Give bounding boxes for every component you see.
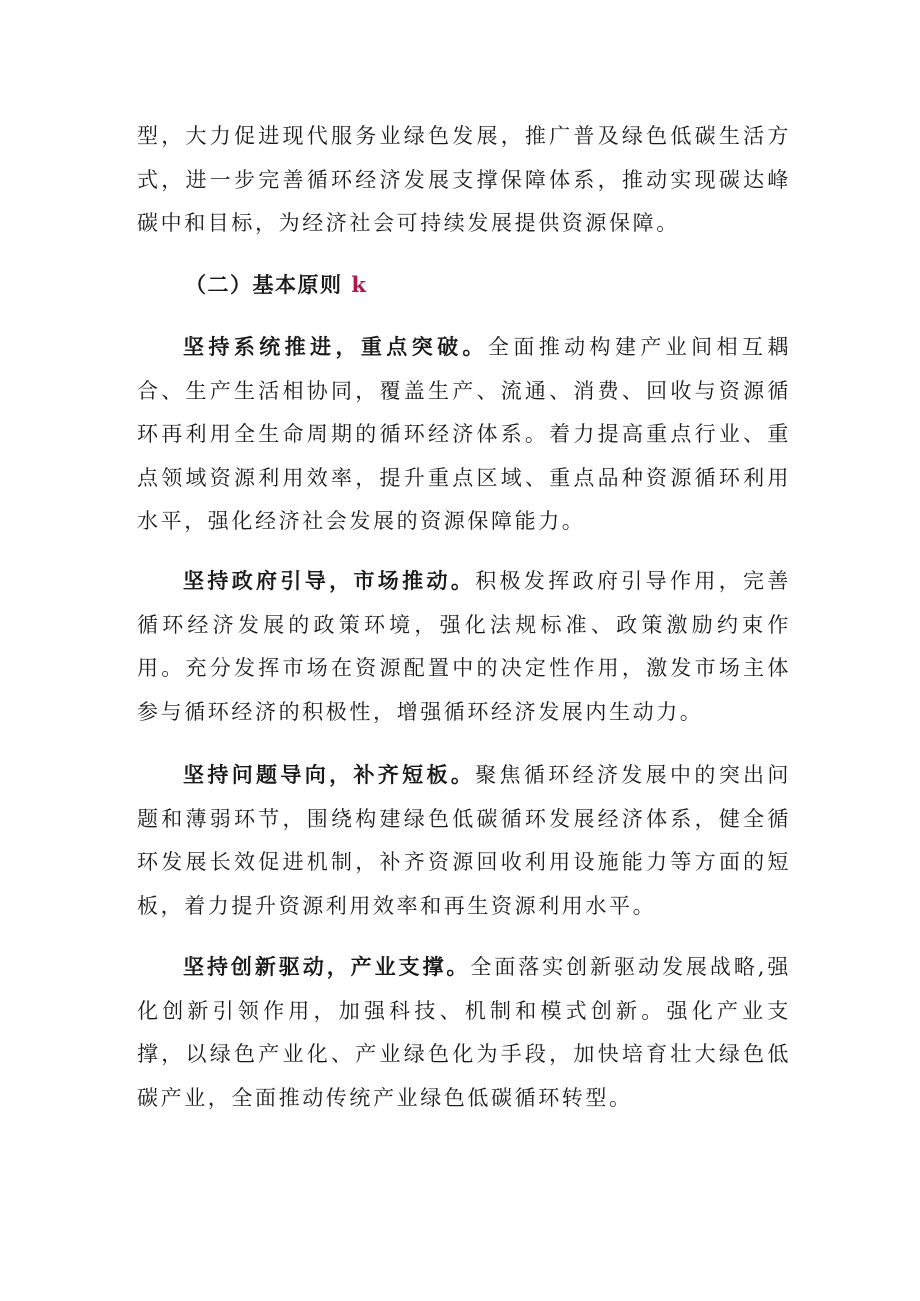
principle-lead-3: 坚持问题导向，补齐短板。 (183, 763, 476, 787)
principle-lead-1: 坚持系统推进，重点突破。 (183, 335, 488, 359)
principle-body-1: 全面推动构建产业间相互耦合、生产生活相协同，覆盖生产、流通、消费、回收与资源循环再利用全生命周期的循环经济体系。着力提高重点行业、重点领域资源利用效率，提升重点区域、重点品种资源循环利用水平，强化经济社会发展的资源保障能力。 (137, 335, 791, 533)
principle-lead-2: 坚持政府引导，市场推动。 (183, 569, 476, 593)
principle-body-4: 全面落实创新驱动发展战略,强化创新引领作用，加强科技、机制和模式创新。强化产业支撑，以绿色产业化、产业绿色化为手段，加快培育壮大绿色低碳产业，全面推动传统产业绿色低碳循环转型。 (137, 955, 791, 1110)
principle-lead-4: 坚持创新驱动，产业支撑。 (183, 955, 471, 979)
principle-body-2: 积极发挥政府引导作用，完善循环经济发展的政策环境，强化法规标准、政策激励约束作用。充分发挥市场在资源配置中的决定性作用，激发市场主体参与循环经济的积极性，增强循环经济发展内生动力。 (137, 569, 791, 724)
principle-paragraph-3 (137, 754, 791, 928)
intro-text: 型，大力促进现代服务业绿色发展，推广普及绿色低碳生活方式，进一步完善循环经济发展支撑保障体系，推动实现碳达峰碳中和目标，为经济社会可持续发展提供资源保障。 (137, 124, 791, 235)
principle-paragraph-2 (137, 560, 791, 734)
principle-paragraph-4 (137, 946, 791, 1120)
principle-paragraph-1 (137, 326, 791, 544)
heading-marker: k (351, 272, 368, 297)
section-heading-text: （二）基本原则 (185, 272, 343, 297)
principle-body-3: 聚焦循环经济发展中的突出问题和薄弱环节，围绕构建绿色低碳循环发展经济体系，健全循环发展长效促进机制，补齐资源回收利用设施能力等方面的短板，着力提升资源利用效率和再生资源利用水平。 (137, 763, 791, 918)
section-heading (185, 265, 367, 305)
intro-paragraph (137, 115, 791, 246)
